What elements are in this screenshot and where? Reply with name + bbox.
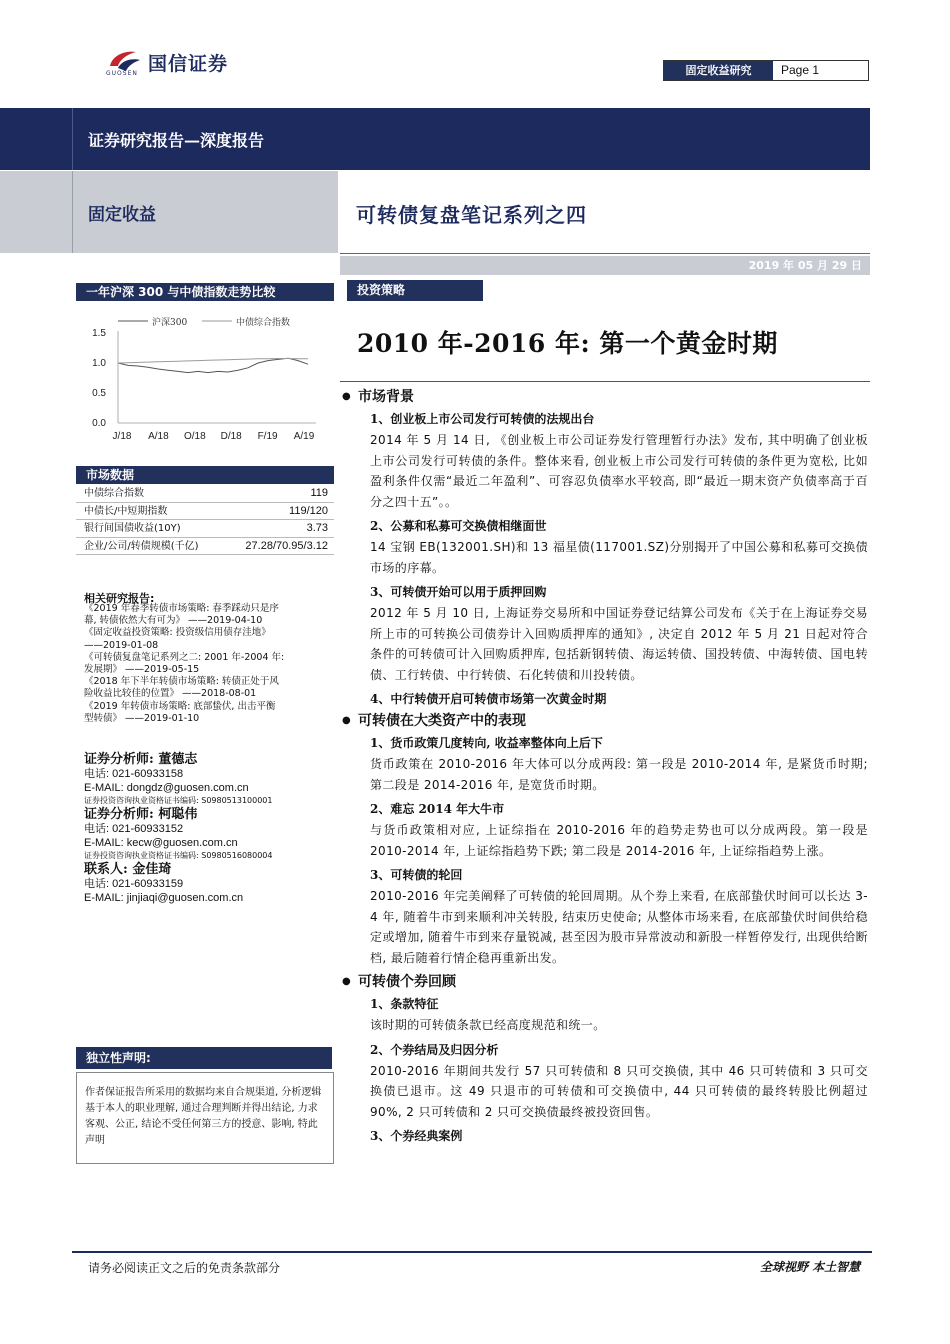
market-value: 119 (310, 487, 328, 499)
x-tick-label: D/18 (220, 431, 242, 442)
market-label: 中债长/中短期指数 (84, 505, 168, 517)
market-data-table (76, 485, 334, 555)
contact-phone: 电话: 021-60933159 (84, 878, 184, 890)
analyst-phone: 电话: 021-60933152 (84, 823, 184, 835)
paragraph: 与货币政策相对应, 上证综指在 2010-2016 年的趋势走势也可以分成两段。第一段是 2010-2014 年, 上证综指趋势下跌; 第二段是 2014-2016 年, 上证综指趋势上涨。 (370, 823, 868, 858)
report-body (358, 386, 868, 1147)
analyst-contacts (84, 752, 334, 905)
related-line: 《2018 年下半年转债市场策略: 转债正处于风 (84, 676, 279, 688)
strategy-tag: 投资策略 (347, 280, 483, 301)
market-label: 企业/公司/转债规模(千亿) (84, 540, 199, 552)
analyst-name: 证券分析师: 柯聪伟 (84, 807, 198, 822)
paragraph: 2010-2016 年期间共发行 57 只可转债和 8 只可交换债, 其中 46 只可转债和 3 只可交换债已退市。这 49 只退市的可转债和可交换债中, 44 只可转债的最终转股比例超过 90%, 2 只可转债和 2 只可交换债最终被投资回售。 (370, 1063, 868, 1119)
section-heading: ● 可转债个券回顾 (342, 971, 868, 993)
band-divider (72, 108, 73, 170)
market-row (76, 520, 334, 538)
footer-disclaimer: 请务必阅读正文之后的免责条款部分 (88, 1261, 281, 1275)
sub-heading: 3、可转债的轮回 (370, 868, 463, 882)
y-tick-label: 1.0 (92, 358, 106, 369)
sub-heading: 2、难忘 2014 年大牛市 (370, 802, 505, 816)
related-line: 幕, 转债依然大有可为》 ——2019-04-10 (84, 615, 263, 627)
category-divider (72, 171, 73, 253)
header-tag: 固定收益研究 (664, 61, 773, 80)
analyst-phone: 电话: 021-60933158 (84, 768, 184, 780)
section-heading: ● 市场背景 (342, 386, 868, 408)
related-line: ——2019-01-08 (84, 639, 159, 651)
contact-email[interactable]: E-MAIL: jinjiaqi@guosen.com.cn (84, 891, 244, 904)
analyst-name: 证券分析师: 董德志 (84, 752, 198, 767)
paragraph: 2014 年 5 月 14 日, 《创业板上市公司证券发行管理暂行办法》发布, 其中明确了创业板上市公司发行可转债的条件。整体来看, 创业板上市公司发行可转债的条件更为宽松, 比如盈利条件仅需“最近二年盈利”、可容忍负债率水平较高, 即“最近一期末资产负债率高于百分之四十五”。。 (370, 433, 868, 509)
x-tick-label: O/18 (183, 431, 206, 442)
related-reports-list (84, 603, 332, 725)
market-label: 银行间国债收益(10Y) (84, 523, 181, 534)
market-row (76, 538, 334, 556)
index-chart (76, 301, 334, 461)
sub-heading: 1、货币政策几度转向, 收益率整体向上后下 (370, 736, 603, 750)
contact-name: 联系人: 金佳琦 (84, 862, 172, 877)
paragraph: 2012 年 5 月 10 日, 上海证券交易所和中国证券登记结算公司发布《关于在上海证券交易所上市的可转换公司债券计入回购质押库的通知》, 决定自 2012 年 5 月 21 日起对符合条件的可转债可计入回购质押库, 包括新钢转债、海运转债、国投转债、中海转债、国电转债、工行转债、中行转债、石化转债和川投转债。 (370, 606, 868, 682)
sub-heading: 2、公募和私募可交换债相继面世 (370, 519, 547, 533)
series-title: 可转债复盘笔记系列之四 (356, 203, 587, 227)
market-value: 27.28/70.95/3.12 (245, 539, 328, 552)
report-type: 证券研究报告—深度报告 (88, 131, 265, 150)
main-title: 2010 年-2016 年: 第一个黄金时期 (357, 329, 778, 358)
related-line: 《2019 年转债市场策略: 底部蛰伏, 出击平衡 (84, 700, 276, 712)
sub-heading: 4、中行转债开启可转债市场第一次黄金时期 (370, 692, 607, 706)
chart-legend (118, 316, 290, 328)
related-line: 《可转债复盘笔记系列之二: 2001 年-2004 年: (84, 651, 285, 663)
paragraph: 2010-2016 年完美阐释了可转债的轮回周期。从个券上来看, 在底部蛰伏时间可以长达 3-4 年, 随着牛市到来顺利冲关转股, 结束历史使命; 从整体市场来看, 在底部蛰伏时间供给稳定或增加, 随着牛市到来存量锐减, 甚至因为股市异常波动和新股一样暂停发行, 出现供给断档, 最后随着行情企稳再重新出发。 (370, 889, 868, 965)
footer-rule (72, 1251, 872, 1253)
sub-heading: 2、个券结局及归因分析 (370, 1042, 499, 1057)
category: 固定收益 (88, 205, 156, 225)
chart-title: 一年沪深 300 与中债指数走势比较 (76, 283, 334, 301)
market-value: 119/120 (289, 504, 328, 517)
paragraph: 该时期的可转债条款已经高度规范和统一。 (370, 1018, 606, 1032)
sub-heading: 1、条款特征 (370, 997, 439, 1011)
y-tick-label: 0.5 (92, 388, 106, 399)
section-heading: ● 可转债在大类资产中的表现 (342, 710, 868, 732)
footer-slogan: 全球视野 本土智慧 (760, 1260, 861, 1274)
related-line: 型转债》 ——2019-01-10 (84, 712, 200, 724)
independence-statement: 作者保证报告所采用的数据均来自合规渠道, 分析逻辑基于本人的职业理解, 通过合理判断并得出结论, 力求客观、公正, 结论不受任何第三方的授意、影响, 特此声明 (76, 1072, 334, 1164)
x-tick-label: A/19 (293, 431, 315, 442)
legend-label-hs300: 沪深300 (152, 318, 188, 328)
y-tick-label: 1.5 (92, 328, 106, 339)
analyst-cert: 证券投资咨询执业资格证书编码: S0980513100001 (84, 796, 273, 805)
title-rule (340, 253, 870, 254)
sub-heading: 3、可转债开始可以用于质押回购 (370, 585, 547, 599)
y-tick-label: 0.0 (92, 418, 106, 429)
related-reports-title: 相关研究报告: (84, 592, 155, 605)
paragraph: 14 宝钢 EB(132001.SH)和 13 福星债(117001.SZ)分别揭开了中国公募和私募可交换债市场的序幕。 (370, 540, 868, 575)
sub-heading: 1、创业板上市公司发行可转债的法规出台 (370, 412, 595, 426)
market-value: 3.73 (306, 522, 328, 534)
market-row (76, 485, 334, 503)
related-line: 险收益比较佳的位置》 ——2018-08-01 (84, 688, 257, 700)
main-title-rule (340, 381, 870, 382)
market-row (76, 503, 334, 521)
market-label: 中债综合指数 (84, 488, 144, 499)
market-data-title: 市场数据 (76, 466, 334, 484)
report-date: 2019 年 05 月 29 日 (748, 259, 862, 272)
analyst-cert: 证券投资咨询执业资格证书编码: S0980516080004 (84, 851, 273, 860)
page-number: Page 1 (781, 63, 820, 77)
analyst-email[interactable]: E-MAIL: kecw@guosen.com.cn (84, 836, 238, 849)
sub-heading: 3、个券经典案例 (370, 1129, 463, 1143)
company-name-en: GUOSEN (106, 70, 138, 77)
related-line: 发展期》 ——2019-05-15 (84, 664, 200, 676)
related-line: 《固定收益投资策略: 投资级信用债存洼地》 (84, 627, 271, 639)
related-line: 《2019 年春季转债市场策略: 春季踩动只是序 (84, 603, 279, 614)
company-name: 国信证券 (148, 53, 229, 75)
x-tick-label: F/19 (257, 431, 278, 442)
analyst-email[interactable]: E-MAIL: dongdz@guosen.com.cn (84, 781, 249, 794)
category-band (0, 171, 338, 253)
x-tick-label: J/18 (112, 431, 132, 442)
x-tick-label: A/18 (148, 431, 169, 442)
independence-title: 独立性声明: (76, 1047, 332, 1069)
paragraph: 货币政策在 2010-2016 年大体可以分成两段: 第一段是 2010-2014 年, 是紧货币时期; 第二段是 2014-2016 年, 是宽货币时期。 (370, 757, 868, 792)
legend-label-bond: 中债综合指数 (236, 318, 291, 328)
